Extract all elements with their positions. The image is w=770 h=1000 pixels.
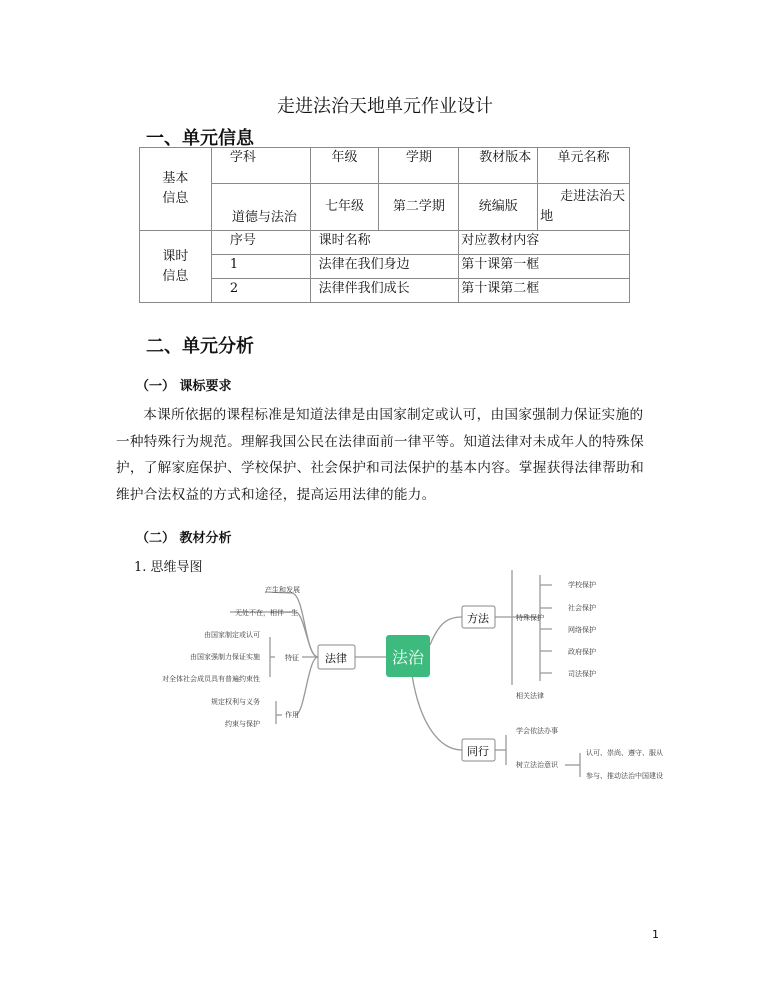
protection-item: 网络保护 <box>568 626 596 634</box>
function-item: 约束与保护 <box>225 720 260 728</box>
mindmap-caption: 1. 思维导图 <box>134 560 203 575</box>
header-semester: 学期 <box>379 148 459 184</box>
protection-item: 社会保护 <box>568 604 596 612</box>
header-grade: 年级 <box>310 148 379 184</box>
lesson-info-label: 课时 信息 <box>140 231 212 303</box>
header-unit-name: 单元名称 <box>538 148 630 184</box>
center-node-label: 法治 <box>391 648 425 667</box>
function-item: 规定权利与义务 <box>211 698 260 706</box>
mind-map <box>0 565 770 795</box>
branch-special-protection: 特殊保护 <box>516 614 544 622</box>
section-heading-unit-analysis: 二、单元分析 <box>146 336 254 357</box>
protection-item: 司法保护 <box>568 670 596 678</box>
svg-text:同行: 同行 <box>467 745 489 758</box>
value-semester: 第二学期 <box>379 184 459 231</box>
subheading-curriculum: （一） 课标要求 <box>136 379 232 394</box>
branch-awareness: 树立法治意识 <box>516 761 558 769</box>
table-row: 1 法律在我们身边 第十课第一框 <box>140 255 630 279</box>
lesson-header-number: 序号 <box>211 231 310 255</box>
value-edition: 统编版 <box>459 184 538 231</box>
branch-everywhere: 无处不在，相伴一生 <box>235 609 298 617</box>
page-number: 1 <box>652 928 659 941</box>
table-row: 2 法律伴我们成长 第十课第二框 <box>140 279 630 303</box>
branch-function: 作用 <box>285 711 299 719</box>
document-title: 走进法治天地单元作业设计 <box>277 96 493 117</box>
protection-item: 学校保护 <box>568 581 596 589</box>
svg-text:法律: 法律 <box>325 652 347 665</box>
feature-item: 对全体社会成员具有普遍约束性 <box>162 675 260 683</box>
curriculum-paragraph: 本课所依据的课程标准是知道法律是由国家制定或认可，由国家强制力保证实施的一种特殊行为规范。理解我国公民在法律面前一律平等。知道法律对未成年人的特殊保护，了解家庭保护、学校保护、社会保护和司法保护的基本内容。掌握获得法律帮助和维护合法权益的方式和途径，提高运用法律的能力。 <box>116 407 644 503</box>
value-grade: 七年级 <box>310 184 379 231</box>
header-edition: 教材版本 <box>459 148 538 184</box>
branch-related-law: 相关法律 <box>516 692 544 700</box>
branch-origin: 产生和发展 <box>265 586 300 594</box>
value-subject: 道德与法治 <box>211 184 310 231</box>
unit-info-table <box>139 147 630 303</box>
basic-info-label: 基本 信息 <box>140 148 212 231</box>
protection-item: 政府保护 <box>568 648 596 656</box>
awareness-item: 参与、推动法治中国建设 <box>586 772 663 780</box>
awareness-item: 认可、崇尚、遵守、服从 <box>586 749 663 757</box>
branch-features: 特征 <box>285 654 299 662</box>
lesson-header-content: 对应教材内容 <box>459 231 630 255</box>
section-heading-unit-info: 一、单元信息 <box>146 128 254 149</box>
branch-learn-law: 学会依法办事 <box>516 727 558 735</box>
lesson-header-name: 课时名称 <box>310 231 459 255</box>
feature-item: 由国家制定或认可 <box>204 631 260 639</box>
header-subject: 学科 <box>211 148 310 184</box>
svg-text:方法: 方法 <box>467 612 489 625</box>
subheading-textbook: （二） 教材分析 <box>136 531 232 546</box>
feature-item: 由国家强制力保证实施 <box>190 653 260 661</box>
value-unit-name: 走进法治天地 <box>538 184 630 231</box>
